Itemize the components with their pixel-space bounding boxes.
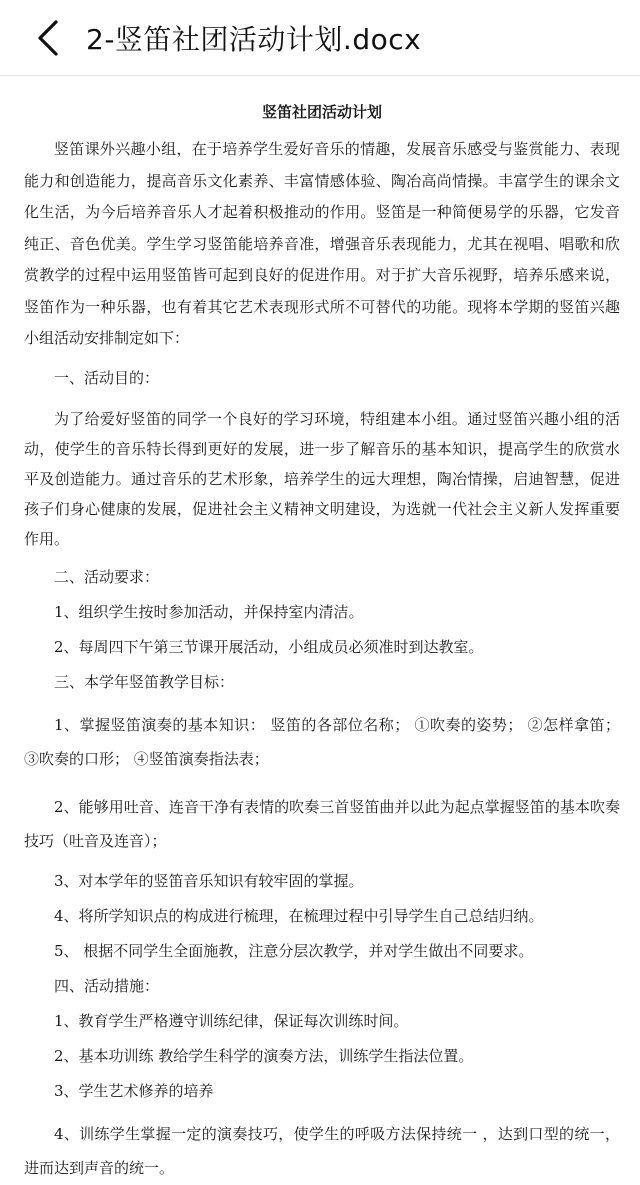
chevron-left-icon	[37, 20, 59, 56]
list-item: 4、训练学生掌握一定的演奏技巧，使学生的呼吸方法保持统一 ，达到口型的统一，进而达到声音的统一。	[24, 1124, 620, 1177]
list-item: 5、 根据不同学生全面施教，注意分层次教学，并对学生做出不同要求。	[54, 941, 534, 960]
list-item: 3、对本学年的竖笛音乐知识有较牢固的掌握。	[54, 871, 364, 890]
section-heading: 四、活动措施：	[54, 976, 160, 995]
document-body[interactable]	[0, 76, 640, 1177]
document-title: 竖笛社团活动计划	[261, 103, 382, 121]
document-filename: 2-竖笛社团活动计划.docx	[86, 22, 422, 56]
section-heading: 一、活动目的：	[54, 368, 160, 387]
app-header	[0, 0, 640, 76]
list-item: 1、组织学生按时参加活动，并保持室内清洁。	[54, 602, 364, 621]
section-heading: 二、活动要求：	[54, 567, 160, 586]
list-item: 2、每周四下午第三节课开展活动，小组成员必须准时到达教室。	[54, 637, 484, 656]
section-paragraph: 为了给爱好竖笛的同学一个良好的学习环境，特组建本小组。通过竖笛兴趣小组的活动，使学生的音乐特长得到更好的发展，进一步了解音乐的基本知识，提高学生的欣赏水平及创造能力。通过音乐的艺术形象，培养学生的远大理想，陶冶情操，启迪智慧，促进孩子们身心健康的发展，促进社会主义精神文明建设，为选就一代社会主义新人发挥重要作用。	[24, 409, 620, 548]
back-button[interactable]	[16, 0, 80, 76]
section-heading: 三、本学年竖笛教学目标：	[54, 672, 235, 691]
list-item: 1、掌握竖笛演奏的基本知识： 竖笛的各部位名称； ①吹奏的姿势； ②怎样拿笛； ③吹奏的口形； ④竖笛演奏指法表；	[24, 715, 620, 768]
list-item: 1、教育学生严格遵守训练纪律，保证每次训练时间。	[54, 1011, 409, 1030]
list-item: 2、能够用吐音、连音干净有表情的吹奏三首竖笛曲并以此为起点掌握竖笛的基本吹奏技巧（吐音及连音）；	[24, 797, 620, 850]
list-item: 4、将所学知识点的构成进行梳理，在梳理过程中引导学生自己总结归纳。	[54, 906, 544, 925]
list-item: 3、学生艺术修养的培养	[54, 1081, 214, 1100]
intro-paragraph: 竖笛课外兴趣小组，在于培养学生爱好音乐的情趣，发展音乐感受与鉴赏能力、表现能力和创造能力，提高音乐文化素养、丰富情感体验、陶冶高尚情操。丰富学生的课余文化生活，为今后培养音乐人才起着积极推动的作用。竖笛是一种简便易学的乐器，它发音纯正、音色优美。学生学习竖笛能培养音准，增强音乐表现能力，尤其在视唱、唱歌和欣赏教学的过程中运用竖笛皆可起到良好的促进作用。对于扩大音乐视野，培养乐感来说，竖笛作为一种乐器，也有着其它艺术表现形式所不可替代的功能。现将本学期的竖笛兴趣小组活动安排制定如下：	[24, 140, 620, 347]
list-item: 2、基本功训练 教给学生科学的演奏方法，训练学生指法位置。	[54, 1046, 474, 1065]
